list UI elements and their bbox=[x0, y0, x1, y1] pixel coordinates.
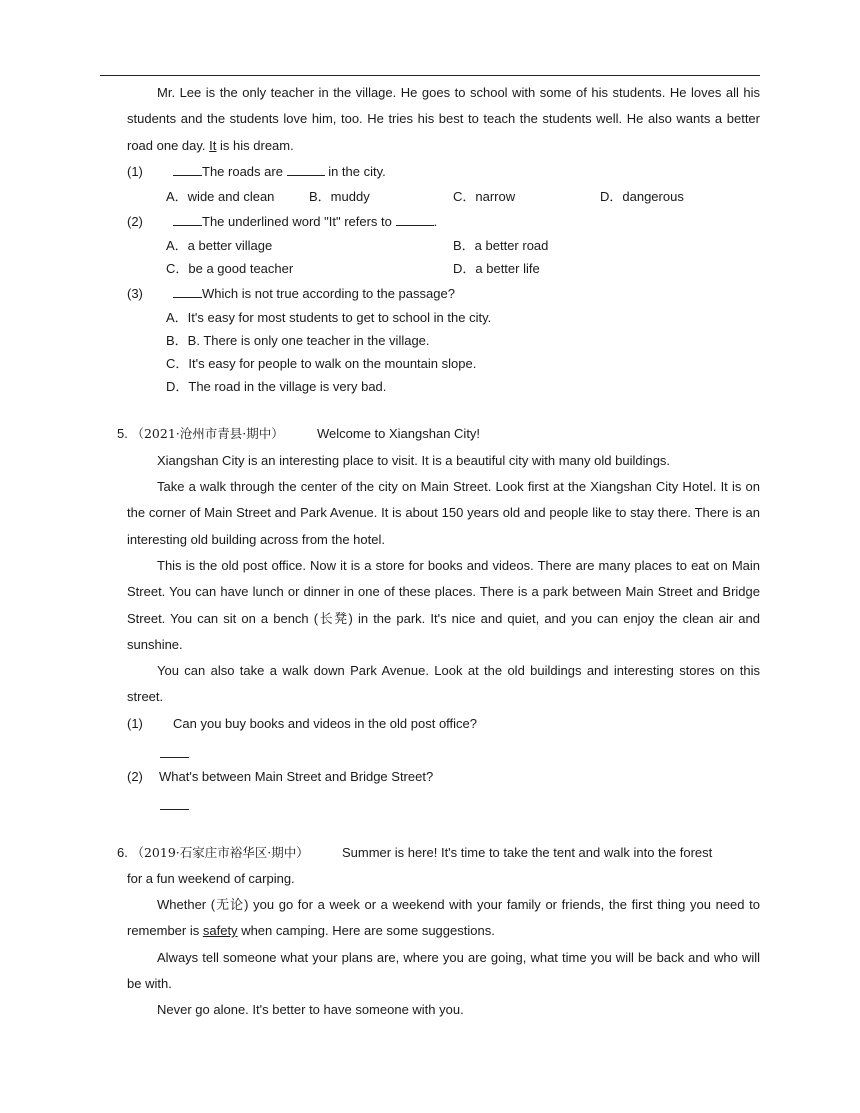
question-number: 5. bbox=[117, 426, 128, 441]
passage-6-paragraph-1: Whether (无论) you go for a week or a weekend with your family or friends, the first thing you need to remember is safety when camping. Here are some suggestions. bbox=[127, 897, 760, 939]
passage-5-paragraph-3: This is the old post office. Now it is a store for books and videos. There are many places to eat on Main Street. You can have lunch or dinner in one of these places. There is a park between Main Street and Bridge Street. You can sit on a bench (长凳) in the park. It's nice and quiet, and you can enjoy the clean air and sunshine. bbox=[127, 558, 760, 652]
option-b[interactable]: B．B. There is only one teacher in the village. bbox=[166, 333, 430, 348]
underlined-it: It bbox=[209, 137, 217, 153]
option-d[interactable]: D．The road in the village is very bad. bbox=[166, 379, 387, 394]
passage-intro: Summer is here! It's time to take the tent and walk into the forest bbox=[341, 845, 713, 860]
answer-blank[interactable] bbox=[173, 213, 202, 226]
answer-line[interactable] bbox=[160, 757, 189, 758]
option-d[interactable]: D．a better life bbox=[453, 261, 540, 276]
passage-5-paragraph-2: Take a walk through the center of the city on Main Street. Look first at the Xiangshan City Hotel. It is on the corner of Main Street and Park Avenue. It is about 150 years old and people like to stay there. There is an interesting old building across from the hotel. bbox=[127, 479, 760, 547]
fill-blank[interactable] bbox=[287, 163, 325, 176]
passage-5-paragraph-4: You can also take a walk down Park Avenue. Look at the old buildings and interesting stores on this street. bbox=[127, 663, 760, 705]
underlined-safety: safety bbox=[202, 923, 238, 939]
question-5-header bbox=[117, 424, 480, 444]
question-source: （2019·石家庄市裕华区·期中） bbox=[131, 845, 309, 860]
option-b[interactable]: B．a better road bbox=[453, 238, 549, 253]
passage-6-intro-cont: for a fun weekend of carping. bbox=[127, 871, 295, 886]
passage-6-paragraph-2: Always tell someone what your plans are, where you are going, what time you will be back and who will be with. bbox=[127, 950, 760, 992]
option-d[interactable]: D．dangerous bbox=[600, 189, 684, 204]
option-b[interactable]: B．muddy bbox=[309, 189, 370, 204]
passage-4-paragraph: Mr. Lee is the only teacher in the village. He goes to school with some of his students. He loves all his students and the students love him, too. He tries his best to teach the students well. He also wants a better road one day. It is his dream. bbox=[127, 85, 760, 153]
header-rule bbox=[100, 75, 760, 76]
passage-5-paragraph-1: Xiangshan City is an interesting place to visit. It is a beautiful city with many old buildings. bbox=[157, 453, 671, 468]
answer-blank[interactable] bbox=[173, 285, 202, 298]
option-a[interactable]: A．a better village bbox=[166, 238, 273, 253]
option-c[interactable]: C．narrow bbox=[453, 189, 516, 204]
passage-title: Welcome to Xiangshan City! bbox=[316, 426, 481, 441]
question-6-header bbox=[117, 843, 712, 863]
question-source: （2021·沧州市青县·期中） bbox=[131, 426, 284, 441]
option-c[interactable]: C．be a good teacher bbox=[166, 261, 294, 276]
option-a[interactable]: A．It's easy for most students to get to school in the city. bbox=[166, 310, 492, 325]
option-a[interactable]: A．wide and clean bbox=[166, 189, 275, 204]
question-number: 6. bbox=[117, 845, 128, 860]
fill-blank[interactable] bbox=[396, 213, 434, 226]
answer-line[interactable] bbox=[160, 809, 189, 810]
answer-blank[interactable] bbox=[173, 163, 202, 176]
option-c[interactable]: C．It's easy for people to walk on the mountain slope. bbox=[166, 356, 477, 371]
passage-6-paragraph-3: Never go alone. It's better to have someone with you. bbox=[157, 1002, 464, 1017]
